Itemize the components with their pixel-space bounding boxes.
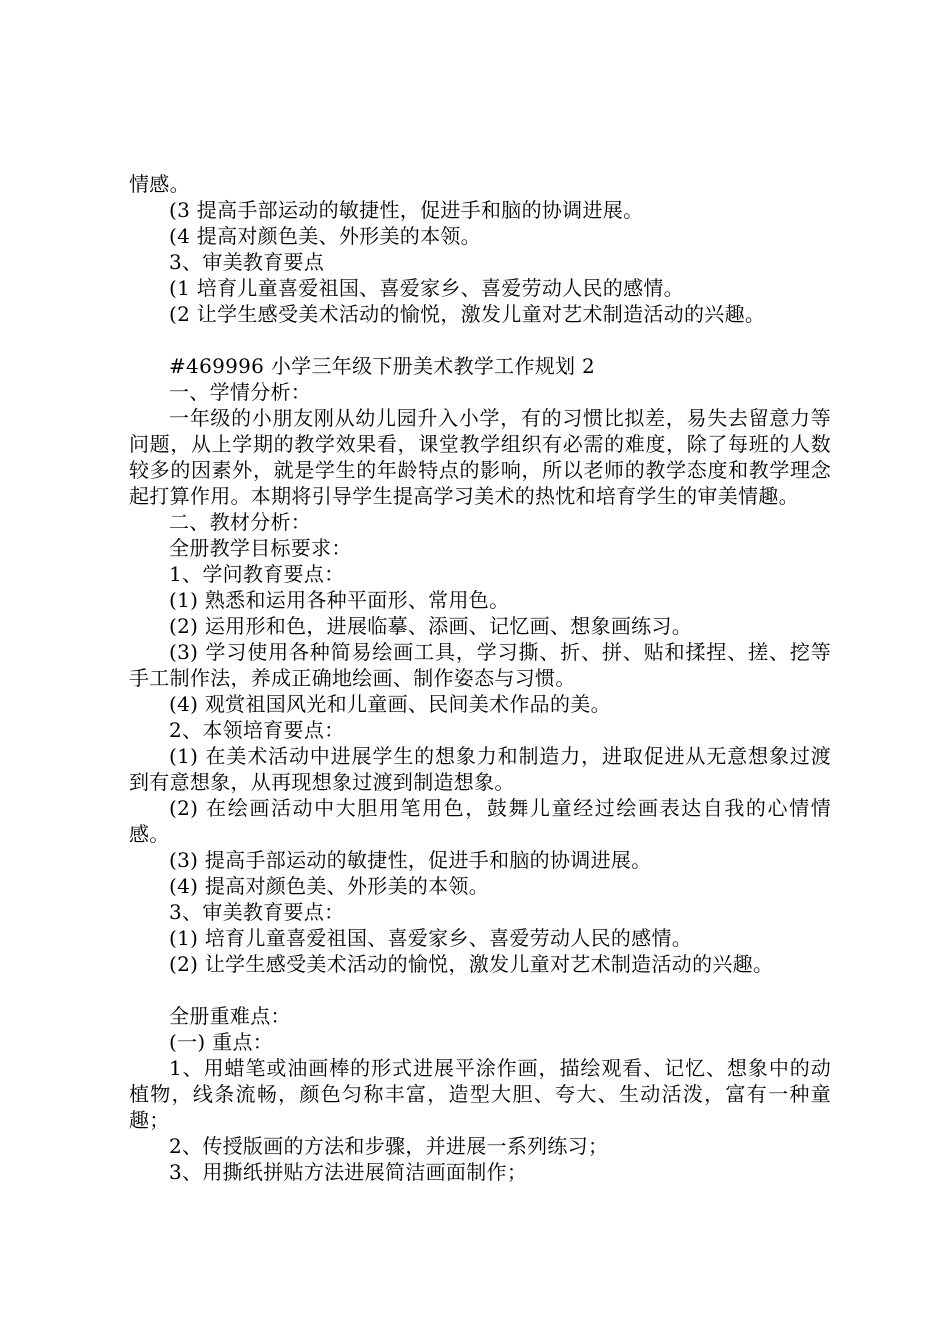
paragraph: 情感。 [129,172,190,196]
paragraph: (2) 让学生感受美术活动的愉悦，激发儿童对艺术制造活动的兴趣。 [169,952,774,976]
paragraph: 全册教学目标要求： [169,536,352,560]
paragraph: 1、学问教育要点： [169,562,345,586]
paragraph: (3) 学习使用各种简易绘画工具，学习撕、折、拼、贴和揉捏、搓、挖等手工制作法，养成正确地绘画、制作姿态与习惯。 [129,640,831,690]
paragraph: 2、本领培育要点： [169,718,345,742]
paragraph: (4 提高对颜色美、外形美的本领。 [169,224,481,248]
paragraph: 2、传授版画的方法和步骤，并进展一系列练习； [169,1134,609,1158]
paragraph: 3、审美教育要点 [169,250,325,274]
paragraph: (1 培育儿童喜爱祖国、喜爱家乡、喜爱劳动人民的感情。 [169,276,684,300]
paragraph: 一年级的小朋友刚从幼儿园升入小学，有的习惯比拟差，易失去留意力等问题，从上学期的教学效果看，课堂教学组织有必需的难度，除了每班的人数较多的因素外，就是学生的年龄特点的影响，所以老师的教学态度和教学理念起打算作用。本期将引导学生提高学习美术的热忱和培育学生的审美情趣。 [129,406,831,508]
paragraph: (4) 观赏祖国风光和儿童画、民间美术作品的美。 [169,692,611,716]
paragraph: 3、用撕纸拼贴方法进展简洁画面制作； [169,1160,528,1184]
paragraph: (4) 提高对颜色美、外形美的本领。 [169,874,490,898]
paragraph: (1) 熟悉和运用各种平面形、常用色。 [169,588,510,612]
paragraph: 一、学情分析： [169,380,312,404]
paragraph: 1、用蜡笔或油画棒的形式进展平涂作画，描绘观看、记忆、想象中的动植物，线条流畅，颜色匀称丰富，造型大胆、夸大、生动活泼，富有一种童趣； [129,1056,831,1132]
paragraph: (一) 重点： [169,1030,274,1054]
paragraph: (3) 提高手部运动的敏捷性，促进手和脑的协调进展。 [169,848,652,872]
paragraph: (3 提高手部运动的敏捷性，促进手和脑的协调进展。 [169,198,644,222]
paragraph: (2) 在绘画活动中大胆用笔用色，鼓舞儿童经过绘画表达自我的心情情感。 [129,796,831,846]
paragraph: (2 让学生感受美术活动的愉悦，激发儿童对艺术制造活动的兴趣。 [169,302,766,326]
paragraph: 3、审美教育要点： [169,900,345,924]
paragraph: (2) 运用形和色，进展临摹、添画、记忆画、想象画练习。 [169,614,693,638]
document-body [129,171,831,1185]
paragraph: #469996 小学三年级下册美术教学工作规划 2 [169,354,596,378]
paragraph: 二、教材分析： [169,510,312,534]
paragraph: 全册重难点： [169,1004,291,1028]
paragraph: (1) 在美术活动中进展学生的想象力和制造力，进取促进从无意想象过渡到有意想象，从再现想象过渡到制造想象。 [129,744,831,794]
paragraph-gap [129,977,831,1003]
paragraph: (1) 培育儿童喜爱祖国、喜爱家乡、喜爱劳动人民的感情。 [169,926,693,950]
paragraph-gap [129,327,831,353]
